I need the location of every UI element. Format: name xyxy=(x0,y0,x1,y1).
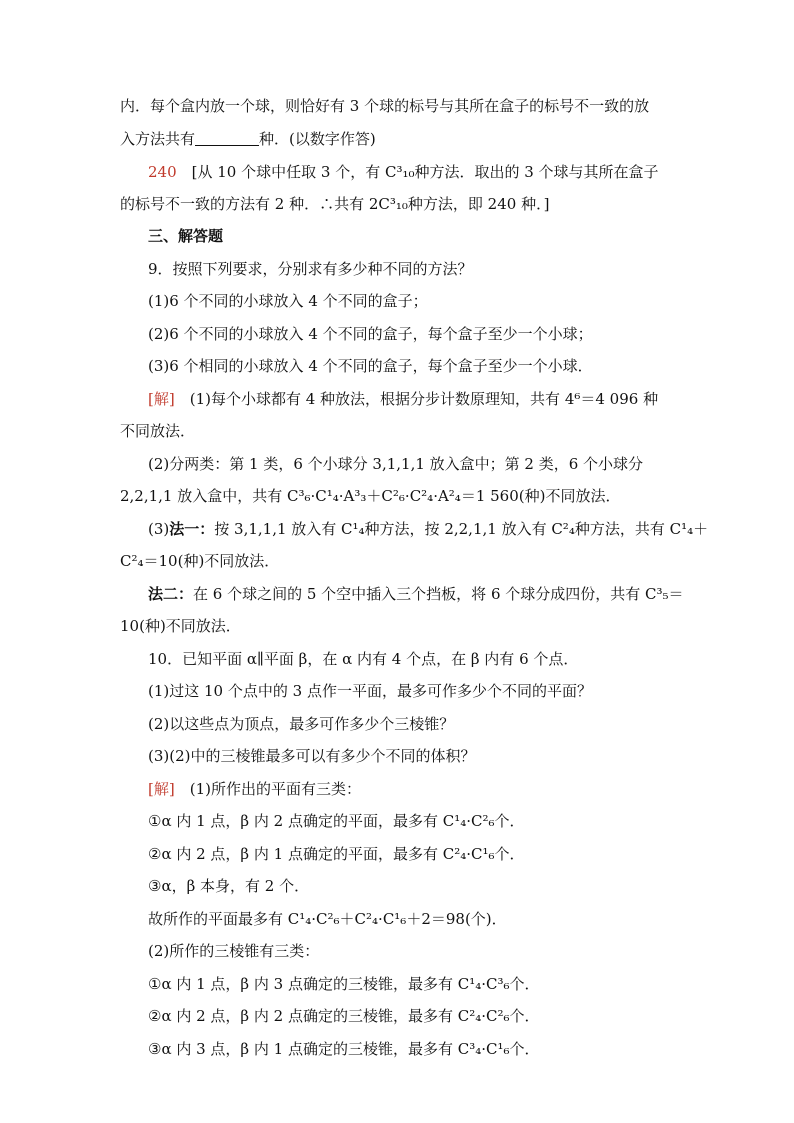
solution-line xyxy=(148,389,658,409)
question-item: (3)(2)中的三棱锥最多可以有多少个不同的体积？ xyxy=(148,747,476,765)
method-line xyxy=(148,519,708,539)
section-heading: 三、解答题 xyxy=(148,227,224,245)
solution-tag: [解] xyxy=(148,390,175,408)
text-line: 2,2,1,1 放入盒中，共有 C³₆·C¹₄·A³₃＋C²₆·C²₄·A²₄＝1 560(种)不同放法． xyxy=(120,487,621,505)
line-text: 按 3,1,1,1 放入有 C¹₄种方法，按 2,2,1,1 放入有 C²₄种方法，共有 C¹₄＋ xyxy=(214,520,709,538)
text-line: (2)所作的三棱锥有三类： xyxy=(148,942,320,960)
text-line: (2)分两类：第 1 类，6 个小球分 3,1,1,1 放入盒中；第 2 类，6 个小球分 xyxy=(148,455,644,473)
solution-line xyxy=(148,779,361,799)
line-text: 种．(以数字作答) xyxy=(259,130,376,148)
question-title: 10．已知平面 α∥平面 β，在 α 内有 4 个点，在 β 内有 6 个点． xyxy=(148,650,579,668)
text-line: C²₄＝10(种)不同放法． xyxy=(120,552,280,570)
question-item: (3)6 个相同的小球放入 4 个不同的盒子，每个盒子至少一个小球． xyxy=(148,357,593,375)
text-line: ③α，β 本身，有 2 个． xyxy=(148,877,310,895)
answer-value: 240 xyxy=(148,163,177,181)
answer-line xyxy=(148,162,659,182)
text-line: 内．每个盒内放一个球，则恰好有 3 个球的标号与其所在盒子的标号不一致的放 xyxy=(120,97,650,115)
answer-blank xyxy=(195,131,259,146)
text-line: 的标号不一致的方法有 2 种．∴共有 2C³₁₀种方法，即 240 种．] xyxy=(120,195,550,213)
line-text: (1)所作出的平面有三类： xyxy=(174,780,361,798)
text-line: ①α 内 1 点，β 内 2 点确定的平面，最多有 C¹₄·C²₆个． xyxy=(148,812,525,830)
text-line: ②α 内 2 点，β 内 1 点确定的平面，最多有 C²₄·C¹₆个． xyxy=(148,845,525,863)
question-item: (2)以这些点为顶点，最多可作多少个三棱锥？ xyxy=(148,715,455,733)
text-line: 不同放法． xyxy=(120,422,196,440)
line-text: (3) xyxy=(148,520,170,538)
text-line: 故所作的平面最多有 C¹₄·C²₆＋C²₄·C¹₆＋2＝98(个)． xyxy=(148,910,507,928)
line-text: 在 6 个球之间的 5 个空中插入三个挡板，将 6 个球分成四份，共有 C³₅＝ xyxy=(193,585,684,603)
line-text: 入方法共有 xyxy=(120,130,196,148)
text-line: ③α 内 3 点，β 内 1 点确定的三棱锥，最多有 C³₄·C¹₆个． xyxy=(148,1040,540,1058)
text-line: ②α 内 2 点，β 内 2 点确定的三棱锥，最多有 C²₄·C²₆个． xyxy=(148,1007,540,1025)
line-text: (1)每个小球都有 4 种放法，根据分步计数原理知，共有 4⁶＝4 096 种 xyxy=(174,390,659,408)
text-line xyxy=(120,129,376,149)
method-label: 法一： xyxy=(169,520,215,538)
question-item: (2)6 个不同的小球放入 4 个不同的盒子，每个盒子至少一个小球； xyxy=(148,325,593,343)
text-line: 10(种)不同放法． xyxy=(120,617,241,635)
question-title: 9．按照下列要求，分别求有多少种不同的方法？ xyxy=(148,260,473,278)
line-text: [从 10 个球中任取 3 个，有 C³₁₀种方法．取出的 3 个球与其所在盒子 xyxy=(176,163,659,181)
solution-tag: [解] xyxy=(148,780,175,798)
text-line: ①α 内 1 点，β 内 3 点确定的三棱锥，最多有 C¹₄·C³₆个． xyxy=(148,975,540,993)
question-item: (1)6 个不同的小球放入 4 个不同的盒子； xyxy=(148,292,428,310)
method-label: 法二： xyxy=(148,585,194,603)
method-line xyxy=(148,584,684,604)
question-item: (1)过这 10 个点中的 3 点作一平面，最多可作多少个不同的平面？ xyxy=(148,682,592,700)
